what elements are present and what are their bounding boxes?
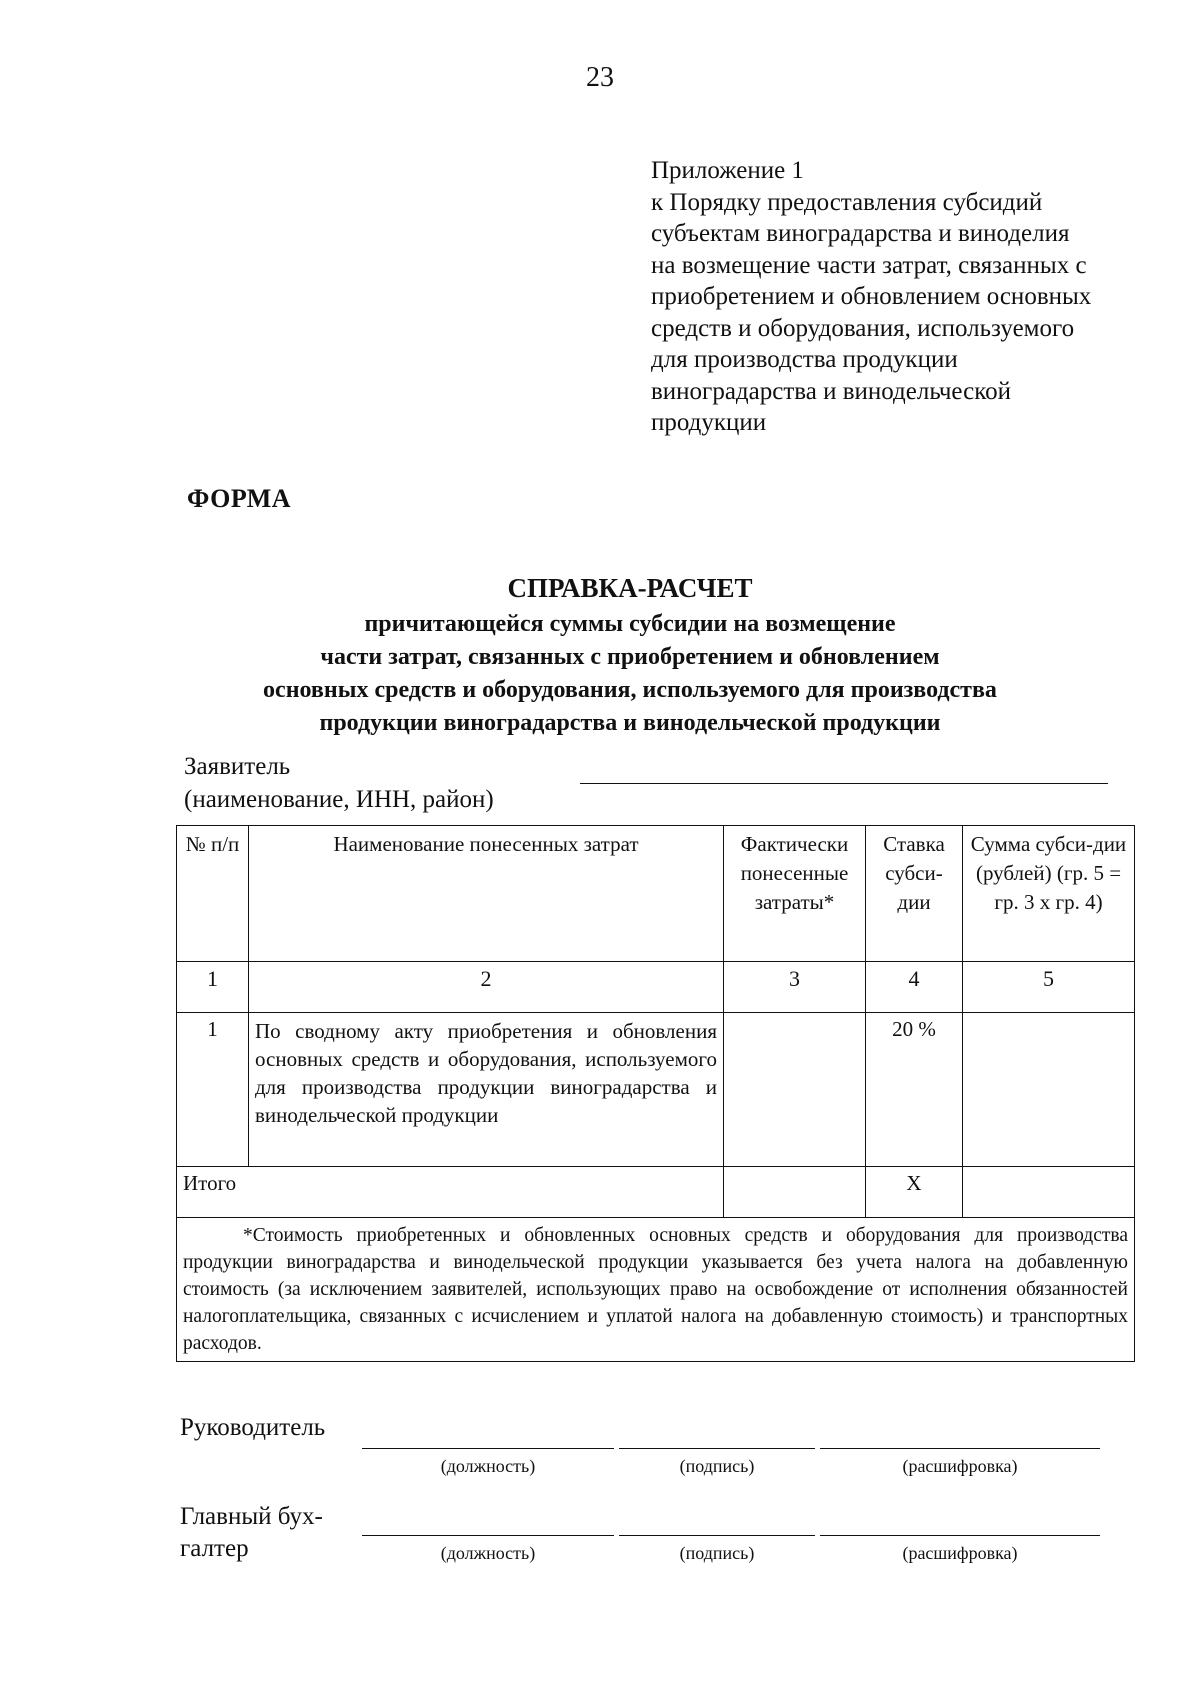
head-name-line[interactable] (820, 1448, 1100, 1449)
head-position-caption: (должность) (440, 1456, 536, 1476)
document-title (150, 570, 1110, 740)
total-actual-costs[interactable] (724, 1167, 866, 1218)
accountant-signature-label (180, 1501, 323, 1565)
appendix-line: приобретением и обновлением основных (651, 283, 1092, 310)
column-number: 5 (963, 962, 1135, 1013)
appendix-line: продукции (651, 409, 767, 436)
title-line: основных средств и оборудования, используемого для производства (263, 677, 997, 703)
header-cell-name: Наименование понесенных затрат (249, 826, 724, 962)
total-row (177, 1167, 1135, 1218)
column-number-row (177, 962, 1135, 1013)
page-number: 23 (586, 62, 614, 93)
header-cell-rate: Ставка субси-дии (866, 826, 963, 962)
head-name-caption: (расшифровка) (902, 1456, 1018, 1476)
calculation-table (176, 825, 1135, 1362)
row-subsidy-amount[interactable] (963, 1013, 1135, 1167)
column-number: 2 (249, 962, 724, 1013)
head-signature-line[interactable] (619, 1448, 815, 1449)
column-number: 3 (724, 962, 866, 1013)
header-cell-subsidy-amount: Сумма субси-дии (рублей) (гр. 5 = гр. 3 х гр. 4) (963, 826, 1135, 962)
head-position-line[interactable] (362, 1448, 614, 1449)
applicant-sublabel: (наименование, ИНН, район) (184, 786, 494, 813)
row-actual-costs[interactable] (724, 1013, 866, 1167)
appendix-line: субъектам виноградарства и виноделия (651, 220, 1070, 247)
title-line: продукции виноградарства и винодельческой продукции (319, 710, 941, 736)
title-subtitle (150, 608, 1110, 740)
accountant-signature-caption: (подпись) (679, 1543, 755, 1563)
footnote-cell (177, 1218, 1135, 1362)
appendix-line: на возмещение части затрат, связанных с (651, 251, 1087, 279)
accountant-position-line[interactable] (362, 1535, 614, 1536)
accountant-signature-line[interactable] (619, 1535, 815, 1536)
accountant-name-caption: (расшифровка) (902, 1543, 1018, 1563)
accountant-position-caption: (должность) (440, 1543, 536, 1563)
appendix-line: Приложение 1 (651, 157, 804, 184)
table-row (177, 1013, 1135, 1167)
row-subsidy-rate: 20 % (866, 1013, 963, 1167)
table-header-row (177, 826, 1135, 962)
total-rate-mark: Х (866, 1167, 963, 1218)
applicant-field-line[interactable] (580, 783, 1108, 784)
title-line: причитающейся суммы субсидии на возмещение (364, 611, 896, 637)
appendix-line: для производства продукции (651, 346, 958, 373)
form-label: ФОРМА (187, 484, 292, 513)
applicant-block (184, 750, 494, 816)
header-cell-actual-costs: Фактически понесенные затраты* (724, 826, 866, 962)
title-main: СПРАВКА-РАСЧЕТ (507, 573, 753, 603)
title-line: части затрат, связанных с приобретением и обновлением (320, 644, 940, 670)
row-number: 1 (177, 1013, 249, 1167)
row-cost-name: По сводному акту приобретения и обновления основных средств и оборудования, используемого для производства продукции виноградарства и винодельческой продукции (249, 1013, 724, 1167)
head-signature-caption: (подпись) (679, 1456, 755, 1476)
appendix-line: средств и оборудования, используемого (651, 314, 1075, 342)
column-number: 4 (866, 962, 963, 1013)
footnote-row (177, 1218, 1135, 1362)
footnote-text: *Стоимость приобретенных и обновленных основных средств и оборудования для производства продукции виноградарства и винодельческой продукции указывается без учета налога на добавленную стоимость (за исключением заявителей, использующих право на освобождение от исполнения обязанностей налогоплательщика, связанных с исчислением и уплатой налога на добавленную стоимость) и транспортных расходов. (183, 1225, 1128, 1354)
appendix-line: к Порядку предоставления субсидий (651, 188, 1043, 216)
appendix-reference (651, 155, 1171, 439)
header-cell-number: № п/п (177, 826, 249, 962)
column-number: 1 (177, 962, 249, 1013)
accountant-label-line: галтер (180, 1535, 249, 1562)
total-subsidy-amount[interactable] (963, 1167, 1135, 1218)
applicant-label: Заявитель (184, 753, 291, 780)
accountant-label-line: Главный бух- (180, 1503, 323, 1530)
total-label: Итого (177, 1167, 724, 1218)
accountant-name-line[interactable] (820, 1535, 1100, 1536)
head-signature-label: Руководитель (180, 1414, 326, 1441)
appendix-line: виноградарства и винодельческой (651, 377, 1011, 405)
